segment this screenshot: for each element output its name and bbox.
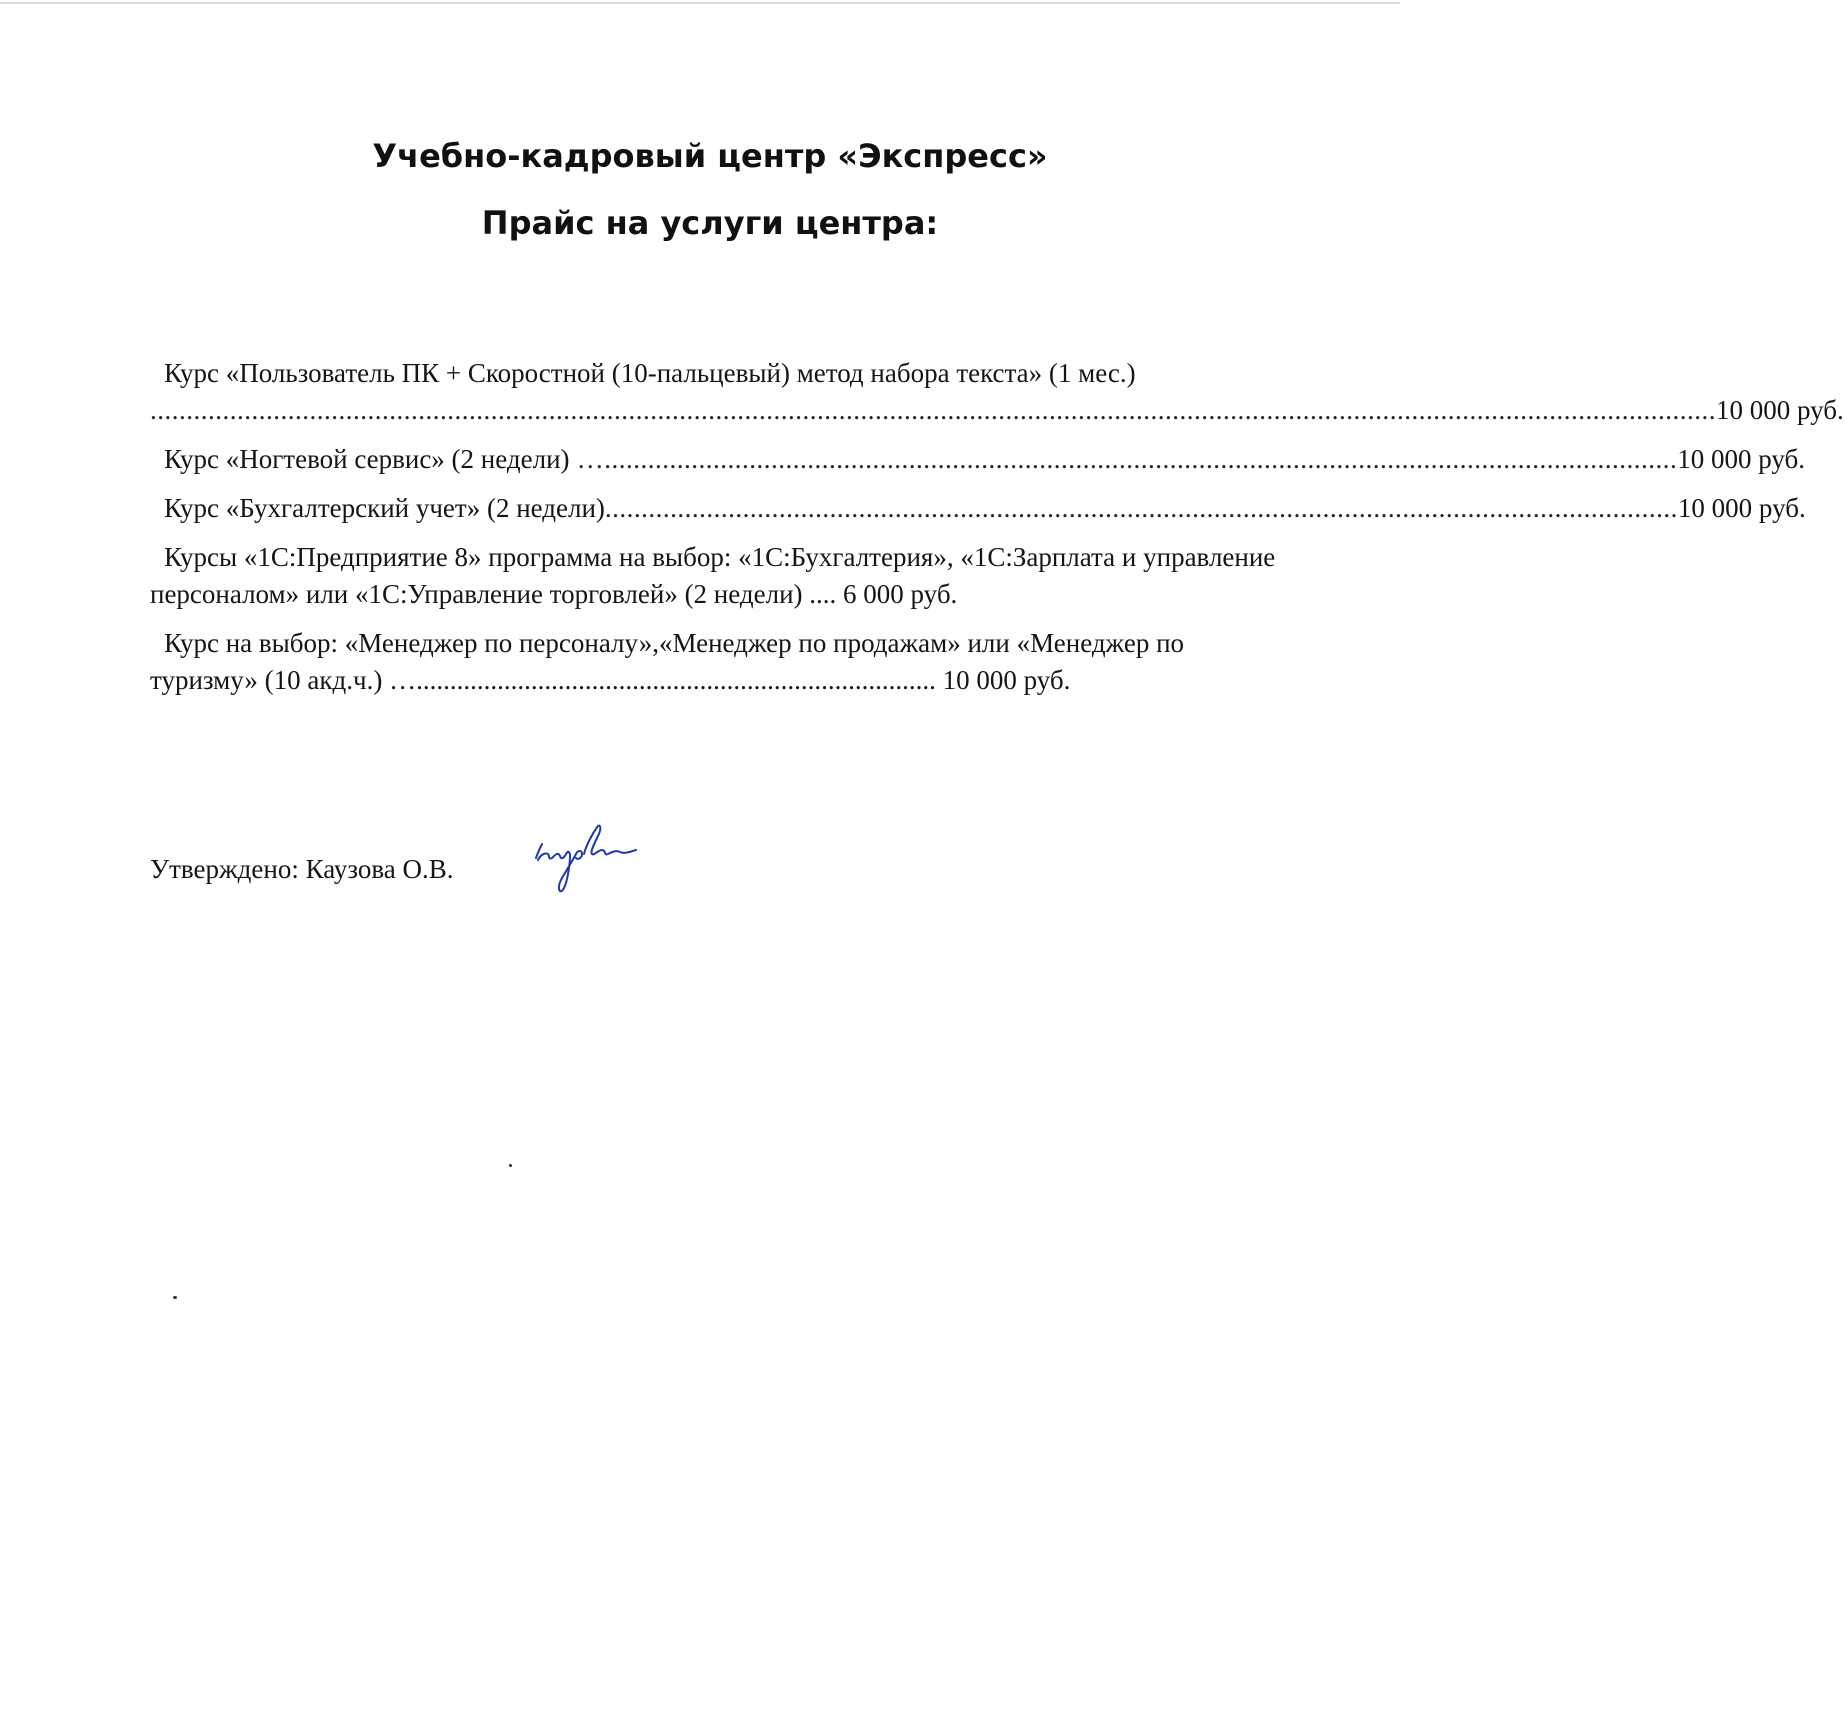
dot-leader: ....	[809, 579, 844, 609]
approval-line: Утверждено: Каузова О.В.	[150, 854, 454, 884]
scan-edge	[0, 2, 1400, 4]
price-value: 10 000 руб.	[942, 665, 1071, 695]
scan-speck	[173, 1296, 177, 1299]
page-title: Учебно-кадровый центр «Экспресс»	[372, 137, 1048, 175]
signature	[530, 822, 640, 902]
price-item-accounting	[150, 490, 1806, 527]
price-item-pc-user	[150, 355, 1844, 429]
page-subtitle: Прайс на услуги центра:	[481, 204, 939, 242]
price-item-text: Курс на выбор: «Менеджер по персоналу»,«Менеджер по продажам» или «Менеджер по туризму» (10 акд.ч.)	[150, 628, 1185, 695]
price-item-text: Курсы «1С:Предприятие 8» программа на выбор: «1С:Бухгалтерия», «1С:Зарплата и управление персоналом» или «1С:Управление торговлей» (2 недели)	[150, 542, 1276, 609]
scan-speck	[509, 1164, 512, 1167]
price-item-manager	[150, 625, 1280, 699]
dot-leader: ....................................................................................................................................................	[604, 493, 1678, 523]
price-list	[150, 355, 1844, 711]
price-item-label: Курс «Бухгалтерский учет» (2 недели)	[164, 493, 605, 523]
dot-leader: ........................................................................................................................................................................................................................	[150, 395, 1716, 425]
price-value: 6 000 руб.	[843, 579, 958, 609]
price-value: 10 000 руб.	[1716, 395, 1844, 425]
price-item-text: Курс «Пользователь ПК + Скоростной (10-пальцевый) метод набора текста» (1 мес.)	[164, 358, 1136, 388]
dot-leader: …....................................................................................................................................................	[569, 444, 1678, 474]
price-item-nail-service	[150, 441, 1806, 478]
price-item-1c	[150, 539, 1280, 613]
price-item-label: Курс «Ногтевой сервис» (2 недели)	[164, 444, 570, 474]
dot-leader: ….............................................................................	[389, 665, 936, 695]
price-value: 10 000 руб.	[1677, 493, 1806, 523]
price-value: 10 000 руб.	[1677, 444, 1806, 474]
